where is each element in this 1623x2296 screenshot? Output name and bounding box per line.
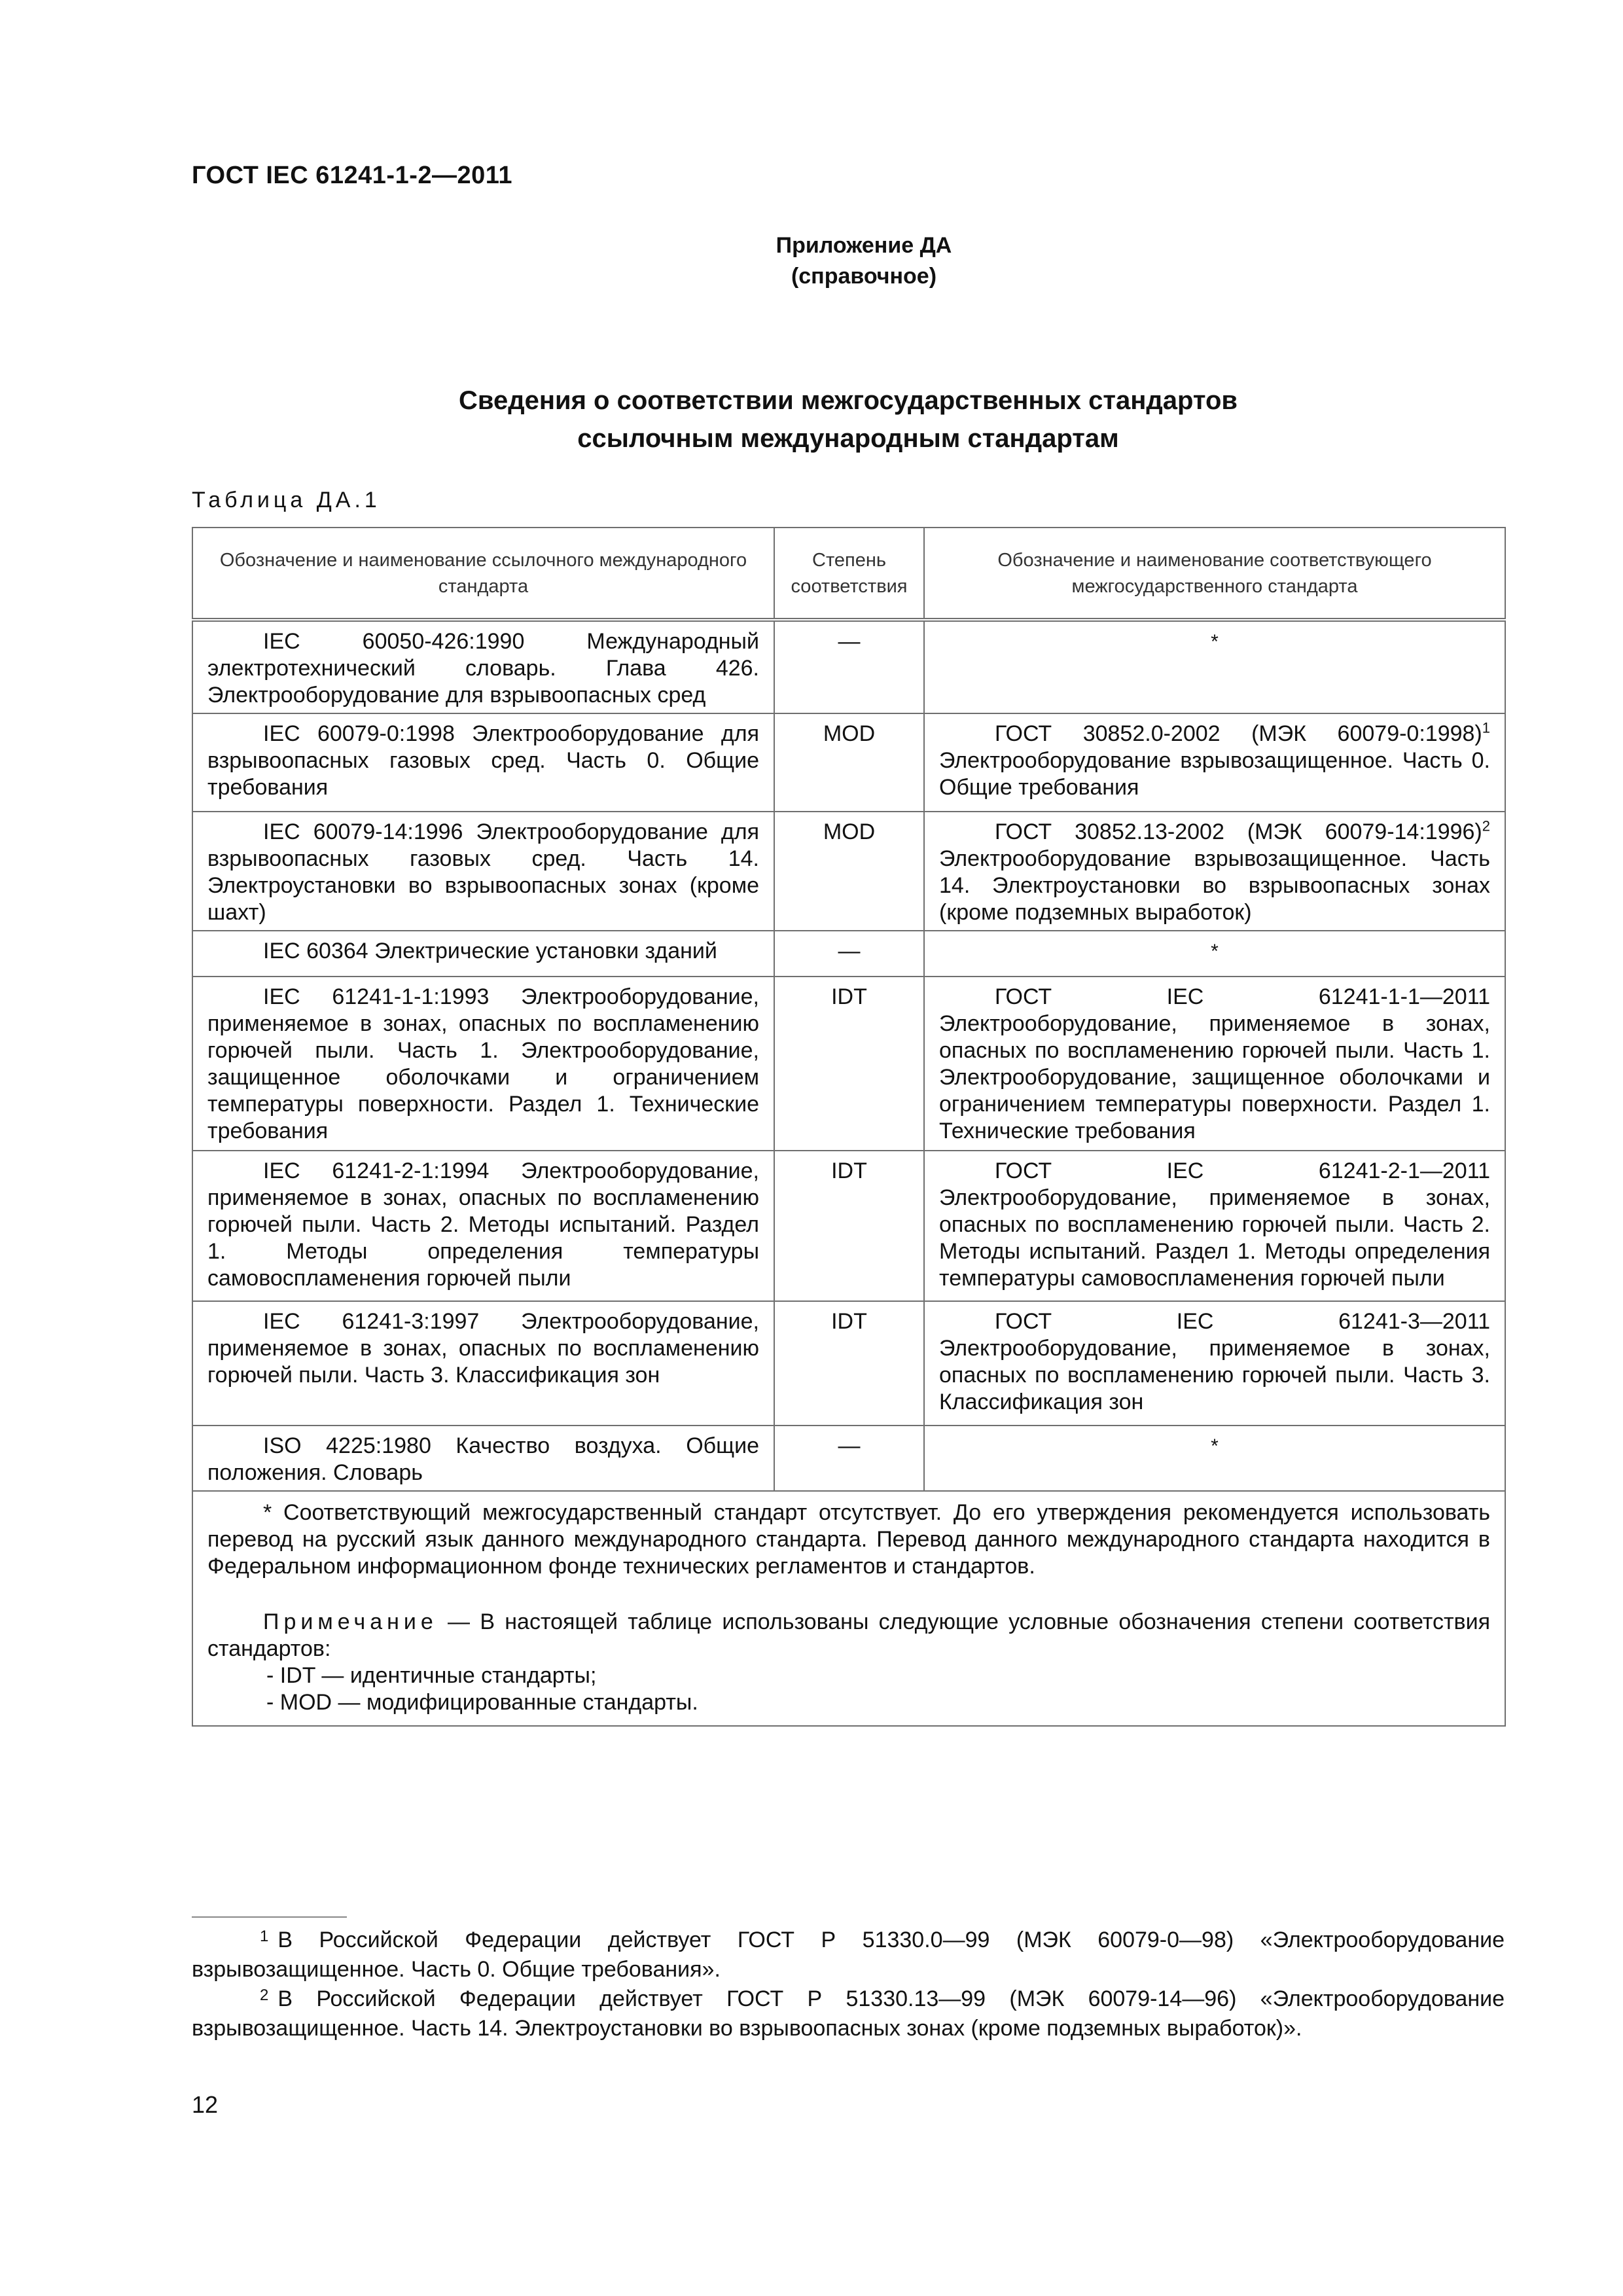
international-standard-cell: IEC 60364 Электрические установки зданий [192, 931, 774, 977]
table-notes-row [192, 1491, 1505, 1726]
header-interstate-standard: Обозначение и наименование соответствующего межгосударственного стандарта [924, 528, 1505, 620]
interstate-standard-title: Электрооборудование взрывозащищенное. Часть 14. Электроустановки во взрывоопасных зонах (кроме подземных выработок) [939, 846, 1490, 925]
degree-cell: MOD [774, 812, 924, 931]
table-row [192, 713, 1505, 812]
degree-cell: — [774, 620, 924, 713]
international-standard-cell: IEC 61241-2-1:1994 Электрооборудование, применяемое в зонах, опасных по воспламенению горючей пыли. Часть 2. Методы испытаний. Раздел 1. Методы определения температуры самовоспламенения горючей пыли [192, 1151, 774, 1301]
table-row [192, 1301, 1505, 1426]
table-row [192, 1151, 1505, 1301]
footnote-ref: 2 [1482, 817, 1490, 834]
note-item-idt: - IDT — идентичные стандарты; [266, 1663, 597, 1688]
table-header-row [192, 528, 1505, 620]
international-standard-cell: IEC 61241-3:1997 Электрооборудование, применяемое в зонах, опасных по воспламенению горючей пыли. Часть 3. Классификация зон [192, 1301, 774, 1426]
table-caption: Таблица ДА.1 [192, 488, 381, 512]
table-row [192, 1426, 1505, 1491]
header-international-standard: Обозначение и наименование ссылочного международного стандарта [192, 528, 774, 620]
interstate-standard-code: ГОСТ 30852.13-2002 (МЭК 60079-14:1996) [995, 819, 1482, 844]
document-header: ГОСТ IEC 61241-1-2—2011 [192, 162, 512, 189]
interstate-standard-cell: * [924, 1426, 1505, 1491]
degree-cell: IDT [774, 977, 924, 1151]
interstate-standard-cell: * [924, 931, 1505, 977]
degree-cell: — [774, 931, 924, 977]
interstate-standard-cell: ГОСТ IEC 61241-3—2011 Электрооборудование, применяемое в зонах, опасных по воспламенению горючей пыли. Часть 3. Классификация зон [924, 1301, 1505, 1426]
international-standard-cell: IEC 60050-426:1990 Международный электротехнический словарь. Глава 426. Электрооборудование для взрывоопасных сред [192, 620, 774, 713]
section-title-line-1: Сведения о соответствии межгосударственных стандартов [459, 386, 1238, 415]
footnote-text: В Российской Федерации действует ГОСТ Р 51330.0—99 (МЭК 60079-0—98) «Электрооборудование взрывозащищенное. Часть 0. Общие требования». [192, 1928, 1505, 1982]
degree-cell: IDT [774, 1301, 924, 1426]
interstate-standard-cell [924, 812, 1505, 931]
table-row [192, 931, 1505, 977]
appendix-kind: (справочное) [791, 264, 937, 289]
star-note: * Соответствующий межгосударственный стандарт отсутствует. До его утверждения рекомендуется использовать перевод на русский язык данного международного стандарта. Перевод данного международного стандарта находится в Федеральном информационном фонде технических регламентов и стандартов. [207, 1500, 1490, 1579]
standards-table [192, 527, 1506, 1727]
standards-table-wrapper [192, 527, 1505, 1727]
appendix-heading [654, 230, 1073, 292]
interstate-standard-cell [924, 713, 1505, 812]
footnote-separator [192, 1916, 347, 1918]
footnote-mark: 2 [260, 1986, 269, 2004]
footnote-mark: 1 [260, 1928, 269, 1945]
table-note [207, 1609, 1490, 1662]
note-label: Примечание [263, 1609, 438, 1634]
interstate-standard-cell: ГОСТ IEC 61241-1-1—2011 Электрооборудование, применяемое в зонах, опасных по воспламенению горючей пыли. Часть 1. Электрооборудование, защищенное оболочками и ограничением температуры поверхности. Раздел 1. Технические требования [924, 977, 1505, 1151]
footnote [192, 1926, 1505, 1984]
header-degree: Степень соответствия [774, 528, 924, 620]
note-text: — В настоящей таблице использованы следующие условные обозначения степени соответствия стандартов: [207, 1609, 1490, 1661]
degree-cell: IDT [774, 1151, 924, 1301]
footnote [192, 1984, 1505, 2043]
interstate-standard-code: ГОСТ 30852.0-2002 (МЭК 60079-0:1998) [995, 721, 1482, 746]
note-item-mod: - MOD — модифицированные стандарты. [266, 1690, 698, 1715]
page-number: 12 [192, 2091, 219, 2118]
international-standard-cell: IEC 60079-14:1996 Электрооборудование для взрывоопасных газовых сред. Часть 14. Электроустановки во взрывоопасных зонах (кроме шахт) [192, 812, 774, 931]
international-standard-cell: IEC 60079-0:1998 Электрооборудование для взрывоопасных газовых сред. Часть 0. Общие требования [192, 713, 774, 812]
footnote-text: В Российской Федерации действует ГОСТ Р 51330.13—99 (МЭК 60079-14—96) «Электрооборудование взрывозащищенное. Часть 14. Электроустановки во взрывоопасных зонах (кроме подземных выработок)». [192, 1986, 1505, 2041]
footnotes [192, 1926, 1505, 2043]
international-standard-cell: ISO 4225:1980 Качество воздуха. Общие положения. Словарь [192, 1426, 774, 1491]
degree-cell: MOD [774, 713, 924, 812]
international-standard-cell: IEC 61241-1-1:1993 Электрооборудование, применяемое в зонах, опасных по воспламенению горючей пыли. Часть 1. Электрооборудование, защищенное оболочками и ограничением температуры поверхности. Раздел 1. Технические требования [192, 977, 774, 1151]
degree-cell: — [774, 1426, 924, 1491]
table-row [192, 977, 1505, 1151]
table-row [192, 812, 1505, 931]
interstate-standard-cell: * [924, 620, 1505, 713]
interstate-standard-cell: ГОСТ IEC 61241-2-1—2011 Электрооборудование, применяемое в зонах, опасных по воспламенению горючей пыли. Часть 2. Методы испытаний. Раздел 1. Методы определения температуры самовоспламенения горючей пыли [924, 1151, 1505, 1301]
interstate-standard-title: Электрооборудование взрывозащищенное. Часть 0. Общие требования [939, 748, 1490, 800]
table-row [192, 620, 1505, 713]
section-title [192, 382, 1505, 457]
footnote-ref: 1 [1482, 719, 1490, 736]
section-title-line-2: ссылочным международным стандартам [577, 424, 1119, 453]
appendix-title: Приложение ДА [776, 233, 952, 258]
table-notes-cell [192, 1491, 1505, 1726]
